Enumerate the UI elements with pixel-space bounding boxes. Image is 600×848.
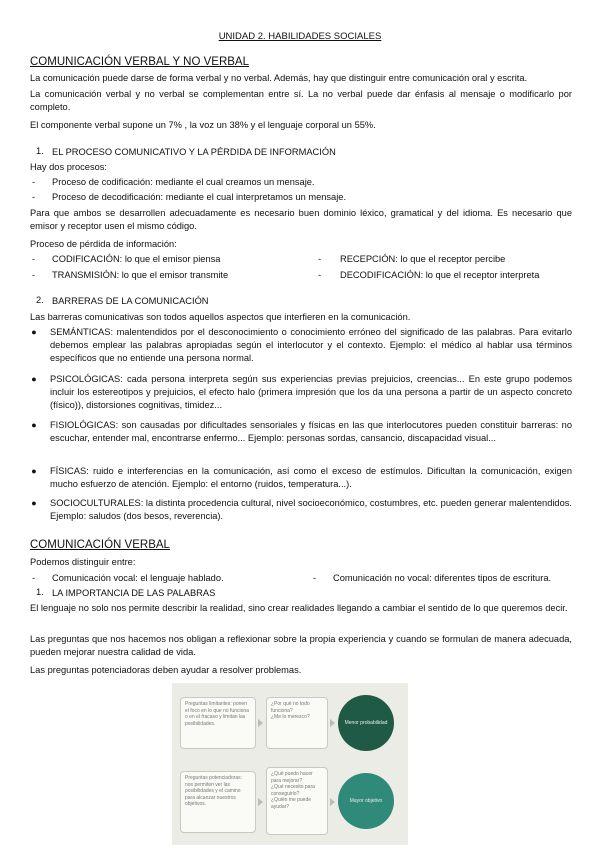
arrow-right-icon [258, 798, 263, 806]
arrow-right-icon [330, 798, 335, 806]
paragraph: Las preguntas que nos hacemos nos obligan a reflexionar sobre la propia experiencia y cuando se formulan de manera adecuada, pueden mejorar nuestra calidad de vida. [30, 634, 572, 657]
bullet-icon: ● [31, 374, 37, 384]
bullet-item: FISIOLÓGICAS: son causadas por dificultades sensoriales y físicas en las que interlocutores pueden constituir barreras: no escuchar, entender mal, encontrarse enfermo... Ejemplo: personas sordas, cansancio, discapacidad visual... [50, 420, 572, 443]
bullet-item: PSICOLÓGICAS: cada persona interpreta según sus experiencias previas prejuicios, creencias... En este grupo podemos incluir los estereotipos y prejuicios, el efecto halo (primera impresión que los da una persona a partir de un aspecto concreto (físico)), distorsiones cognitivas, timidez... [50, 374, 572, 410]
paragraph: El componente verbal supone un 7% , la voz un 38% y el lenguaje corporal un 55%. [30, 120, 376, 130]
dash-marker: - [318, 254, 322, 264]
section-heading-verbal-no-verbal: COMUNICACIÓN VERBAL Y NO VERBAL [30, 56, 249, 68]
list-item: CODIFICACIÓN: lo que el emisor piensa [52, 254, 221, 264]
paragraph: Hay dos procesos: [30, 162, 107, 172]
dash-marker: - [32, 192, 36, 202]
paragraph: El lenguaje no solo nos permite describir la realidad, sino crear realidades llegando a cambiar el sentido de lo que queremos decir. [30, 603, 568, 613]
dash-marker: - [313, 573, 317, 583]
list-item: DECODIFICACIÓN: lo que el receptor interpreta [340, 270, 540, 280]
paragraph: La comunicación puede darse de forma verbal y no verbal. Además, hay que distinguir entre comunicación oral y escrita. [30, 73, 528, 83]
dash-marker: - [318, 270, 322, 280]
subsection-number: 2. [36, 295, 44, 305]
empowering-examples-card: ¿Qué puedo hacer para mejorar? ¿Qué necesito para conseguirlo? ¿Quién me puede ayudar? [266, 767, 328, 835]
paragraph: Las preguntas potenciadoras deben ayudar a resolver problemas. [30, 665, 302, 675]
paragraph: La comunicación verbal y no verbal se complementan entre sí. La no verbal puede dar énfasis al mensaje o modificarlo por completo. [30, 89, 572, 112]
limiting-examples-card: ¿Por qué no todo funciona? ¿Me lo merezco? [266, 697, 328, 749]
greater-objective-circle: Mayor objetivo [338, 773, 394, 829]
list-item: Proceso de decodificación: mediante el cual interpretamos un mensaje. [52, 192, 347, 202]
subsection-number: 1. [36, 587, 44, 597]
list-item: Comunicación vocal: el lenguaje hablado. [52, 573, 224, 583]
paragraph: Las barreras comunicativas son todos aquellos aspectos que interfieren en la comunicación. [30, 312, 411, 322]
dash-marker: - [32, 177, 36, 187]
list-item: RECEPCIÓN: lo que el receptor percibe [340, 254, 506, 264]
list-item: TRANSMISIÓN: lo que el emisor transmite [52, 270, 229, 280]
paragraph: Para que ambos se desarrollen adecuadamente es necesario buen dominio léxico, gramatical y del idioma. Es necesario que emisor y receptor usen el mismo código. [30, 208, 572, 231]
bullet-icon: ● [31, 466, 37, 476]
list-item: Comunicación no vocal: diferentes tipos de escritura. [333, 573, 552, 583]
subsection-heading: EL PROCESO COMUNICATIVO Y LA PÉRDIDA DE INFORMACIÓN [52, 147, 336, 157]
arrow-right-icon [258, 719, 263, 727]
section-heading-verbal: COMUNICACIÓN VERBAL [30, 539, 170, 551]
bullet-icon: ● [31, 498, 37, 508]
bullet-item: SOCIOCULTURALES: la distinta procedencia cultural, nivel socioeconómico, costumbres, etc. pueden generar malentendidos. Ejemplo: saludos (dos besos, reverencia). [50, 498, 572, 521]
lower-probability-circle: Menor probabilidad [338, 695, 394, 751]
bullet-icon: ● [31, 420, 37, 430]
unit-title: UNIDAD 2. HABILIDADES SOCIALES [218, 31, 382, 42]
paragraph: Podemos distinguir entre: [30, 557, 136, 567]
empowering-questions-card: Preguntas potenciadoras: nos permiten ver las posibilidades y el camino para alcanzar nuestros objetivos. [180, 771, 256, 833]
questions-diagram [172, 683, 408, 845]
subsection-number: 1. [36, 146, 44, 156]
dash-marker: - [32, 270, 36, 280]
bullet-icon: ● [31, 327, 37, 337]
dash-marker: - [32, 573, 36, 583]
dash-marker: - [32, 254, 36, 264]
limiting-questions-card: Preguntas limitantes: ponen el foco en lo que no funciona o en el fracaso y limitan las posibilidades. [180, 697, 256, 749]
subsection-heading: BARRERAS DE LA COMUNICACIÓN [52, 296, 209, 306]
bullet-item: SEMÁNTICAS: malentendidos por el desconocimiento o conocimiento erróneo del significado de las palabras. Para evitarlo debemos emplear las palabras apropiadas según el interlocutor y el contexto. Ejemplo: el médico al hablar usa términos específicos que no entiende una persona normal. [50, 327, 572, 363]
paragraph: Proceso de pérdida de información: [30, 239, 177, 249]
bullet-item: FÍSICAS: ruido e interferencias en la comunicación, así como el exceso de estímulos. Dificultan la comunicación, exigen mucho esfuerzo de atención. Ejemplo: el entorno (ruidos, temperatura...). [50, 466, 572, 489]
arrow-right-icon [330, 719, 335, 727]
list-item: Proceso de codificación: mediante el cual creamos un mensaje. [52, 177, 315, 187]
subsection-heading: LA IMPORTANCIA DE LAS PALABRAS [52, 588, 216, 598]
